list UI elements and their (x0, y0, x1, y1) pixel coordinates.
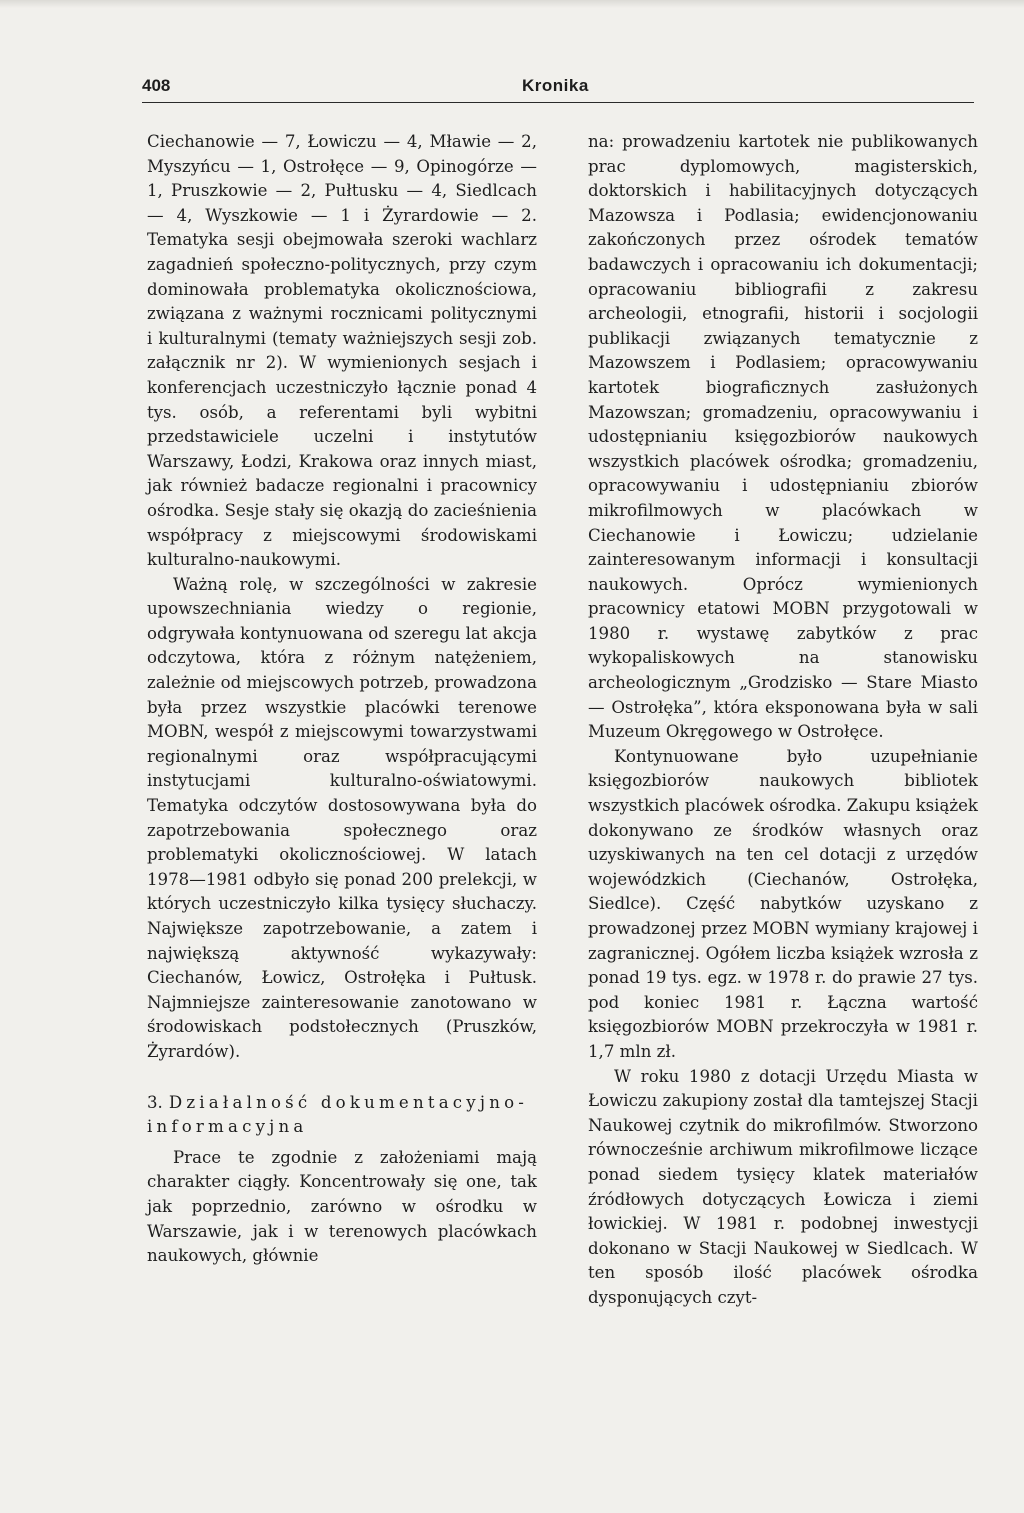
section-heading (147, 1091, 537, 1140)
section-number: 3. (147, 1092, 163, 1112)
scan-top-edge (0, 0, 1024, 8)
left-column (147, 130, 537, 1269)
section-title: Działalność dokumentacyjno-informacyjna (147, 1092, 529, 1137)
left-paragraph-lectures: Ważną rolę, w szczególności w zakresie upowszechniania wiedzy o regionie, odgrywała kontynuowana od szeregu lat akcja odczytowa, która z różnym natężeniem, zależnie od miejscowych potrzeb, prowadzona była przez wszystkie placówki terenowe MOBN, wespół z miejscowymi towarzystwami regionalnymi oraz współpracującymi instytucjami kulturalno-oświatowymi. Tematyka odczytów dostosowywana była do zapotrzebowania społecznego oraz problematyki okolicznościowej. W latach 1978—1981 odbyło się ponad 200 prelekcji, w których uczestniczyło kilka tysięcy słuchaczy. Największe zapotrzebowanie, a zatem i największą aktywność wykazywały: Ciechanów, Łowicz, Ostrołęka i Pułtusk. Najmniejsze zainteresowanie zanotowano w środowiskach podstołecznych (Pruszków, Żyrardów). (147, 574, 538, 1061)
page-number: 408 (142, 76, 171, 95)
left-paragraph-continued: Ciechanowie — 7, Łowiczu — 4, Mławie — 2, Myszyńcu — 1, Ostrołęce — 9, Opinogórze — 1, Pruszkowie — 2, Pułtusku — 4, Siedlcach — 4, Wyszkowie — 1 i Żyrardowie — 2. Tematyka sesji obejmowała szeroki wachlarz zagadnień społeczno-politycznych, przy czym dominowała problematyka okolicznościowa, związana z ważnymi rocznicami politycznymi i kulturalnymi (tematy ważniejszych sesji zob. załącznik nr 2). W wymienionych sesjach i konferencjach uczestniczyło łącznie ponad 4 tys. osób, a referentami byli wybitni przedstawiciele uczelni i instytutów Warszawy, Łodzi, Krakowa oraz innych miast, jak również badacze regionalni i pracownicy ośrodka. Sesje stały się okazją do zacieśnienia współpracy z miejscowymi środowiskami kulturalno-naukowymi. (147, 132, 537, 570)
running-title: Kronika (522, 76, 589, 95)
right-paragraph-libraries: Kontynuowane było uzupełnianie księgozbiorów naukowych bibliotek wszystkich placówek ośrodka. Zakupu książek dokonywano ze środków własnych oraz uzyskiwanych na ten cel dotacji z urzędów wojewódzkich (Ciechanów, Ostrołęka, Siedlce). Część nabytków uzyskano z prowadzonej przez MOBN wymiany krajowej i zagranicznej. Ogółem liczba książek wzrosła z ponad 19 tys. egz. w 1978 r. do prawie 27 tys. pod koniec 1981 r. Łączna wartość księgozbiorów MOBN przekroczyła w 1981 r. 1,7 mln zł. (588, 746, 978, 1061)
right-column (588, 130, 978, 1311)
left-paragraph-documentation: Prace te zgodnie z założeniami mają charakter ciągły. Koncentrowały się one, tak jak poprzednio, zarówno w ośrodku w Warszawie, jak i w terenowych placówkach naukowych, głównie (147, 1147, 537, 1266)
right-paragraph-continued: na: prowadzeniu kartotek nie publikowanych prac dyplomowych, magisterskich, doktorskich i habilitacyjnych dotyczących Mazowsza i Podlasia; ewidencjonowaniu zakończonych przez ośrodek tematów badawczych i opracowaniu ich dokumentacji; opracowaniu bibliografii z zakresu archeologii, etnografii, historii i socjologii publikacji związanych tematycznie z Mazowszem i Podlasiem; opracowywaniu kartotek biograficznych zasłużonych Mazowszan; gromadzeniu, opracowywaniu i udostępnianiu księgozbiorów naukowych wszystkich placówek ośrodka; gromadzeniu, opracowywaniu i udostępnianiu zbiorów mikrofilmowych w placówkach w Ciechanowie i Łowiczu; udzielanie zainteresowanym informacji i konsultacji naukowych. Oprócz wymienionych pracownicy etatowi MOBN przygotowali w 1980 r. wystawę zabytków z prac wykopaliskowych na stanowisku archeologicznym „Grodzisko — Stare Miasto — Ostrołęka”, która eksponowana była w sali Muzeum Okręgowego w Ostrołęce. (588, 132, 978, 742)
right-paragraph-microfilm: W roku 1980 z dotacji Urzędu Miasta w Łowiczu zakupiony został dla tamtejszej Stacji Naukowej czytnik do mikrofilmów. Stworzono równocześnie archiwum mikrofilmowe liczące ponad siedem tysięcy klatek materiałów źródłowych dotyczących Łowicza i ziemi łowickiej. W 1981 r. podobnej inwestycji dokonano w Stacji Naukowej w Siedlcach. W ten sposób ilość placówek ośrodka dysponujących czyt- (588, 1066, 978, 1307)
running-head (142, 72, 974, 103)
